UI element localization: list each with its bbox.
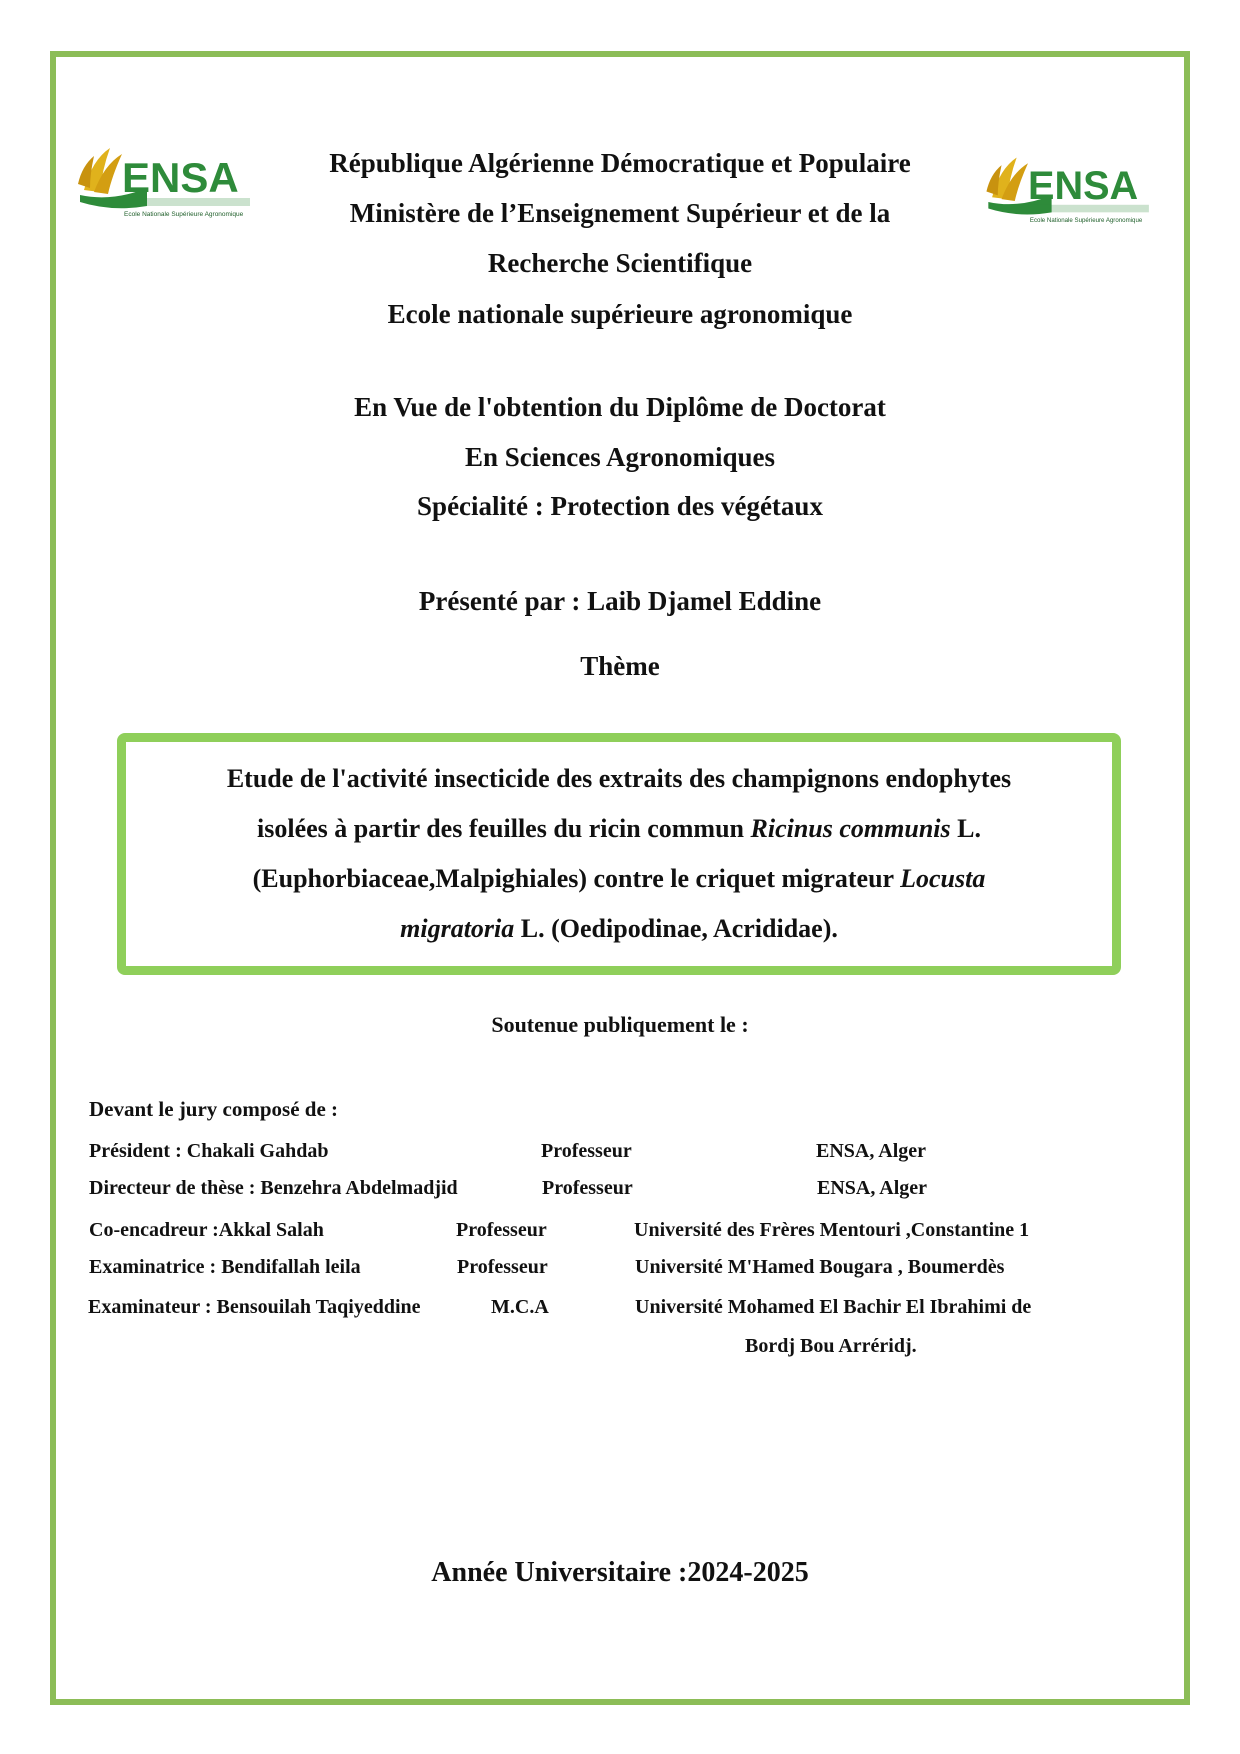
species-migratoria: migratoria bbox=[400, 914, 515, 943]
jury-member-grade: Professeur bbox=[541, 1140, 632, 1162]
theme-text: (Euphorbiaceae,Malpighiales) contre le criquet migrateur bbox=[252, 864, 901, 893]
theme-line-1 bbox=[227, 754, 1011, 804]
theme-box bbox=[117, 733, 1121, 975]
jury-member-institution: Université Mohamed El Bachir El Ibrahimi de bbox=[635, 1296, 1032, 1318]
jury-member-institution: Université M'Hamed Bougara , Boumerdès bbox=[635, 1256, 1005, 1278]
jury-member-institution: Université des Frères Mentouri ,Constantine 1 bbox=[634, 1219, 1030, 1241]
jury-member-institution: ENSA, Alger bbox=[816, 1140, 926, 1162]
jury-member-name: Examinatrice : Bendifallah leila bbox=[89, 1256, 361, 1278]
jury-member-grade: Professeur bbox=[542, 1177, 633, 1199]
jury-title: Devant le jury composé de : bbox=[89, 1097, 339, 1121]
jury-member-grade: M.C.A bbox=[491, 1296, 549, 1318]
header-republic: République Algérienne Démocratique et Populaire bbox=[329, 148, 911, 178]
theme-text: isolées à partir des feuilles du ricin commun bbox=[257, 814, 751, 843]
theme-text: Etude de l'activité insecticide des extraits des champignons endophytes bbox=[226, 764, 1012, 793]
degree-field: En Sciences Agronomiques bbox=[464, 442, 776, 472]
jury-member-name: Président : Chakali Gahdab bbox=[89, 1140, 329, 1162]
jury-member-grade: Professeur bbox=[456, 1219, 547, 1241]
logo-subtitle: Ecole Nationale Supérieure Agronomique bbox=[124, 211, 244, 218]
logo-text: ENSA bbox=[122, 154, 239, 201]
jury-member-institution-cont: Bordj Bou Arréridj. bbox=[745, 1335, 917, 1357]
logo-text: ENSA bbox=[1028, 164, 1139, 209]
theme-line-4 bbox=[400, 904, 838, 954]
theme-label: Thème bbox=[580, 651, 660, 681]
species-locusta: Locusta bbox=[900, 864, 986, 893]
theme-text: L. (Oedipodinae, Acrididae). bbox=[514, 914, 838, 943]
header-ministry: Ministère de l’Enseignement Supérieur et de la bbox=[349, 198, 891, 228]
degree-specialty: Spécialité : Protection des végétaux bbox=[417, 491, 823, 521]
defense-date-label: Soutenue publiquement le : bbox=[491, 1012, 749, 1037]
jury-member-grade: Professeur bbox=[457, 1256, 548, 1278]
theme-line-2 bbox=[257, 804, 981, 854]
presenter: Présenté par : Laib Djamel Eddine bbox=[418, 586, 822, 616]
degree-line: En Vue de l'obtention du Diplôme de Doctorat bbox=[354, 392, 886, 422]
jury-member-name: Directeur de thèse : Benzehra Abdelmadjid bbox=[89, 1177, 458, 1199]
jury-member-name: Co-encadreur :Akkal Salah bbox=[89, 1219, 324, 1241]
header-school: Ecole nationale supérieure agronomique bbox=[387, 299, 853, 329]
jury-member-institution: ENSA, Alger bbox=[817, 1177, 927, 1199]
header-ministry-cont: Recherche Scientifique bbox=[487, 248, 753, 278]
logo-subtitle: Ecole Nationale Supérieure Agronomique bbox=[1029, 216, 1143, 224]
species-ricinus: Ricinus communis bbox=[750, 814, 951, 843]
theme-line-3 bbox=[253, 854, 986, 904]
academic-year: Année Universitaire :2024-2025 bbox=[431, 1557, 809, 1588]
theme-text: L. bbox=[950, 814, 981, 843]
jury-member-name: Examinateur : Bensouilah Taqiyeddine bbox=[88, 1296, 421, 1318]
